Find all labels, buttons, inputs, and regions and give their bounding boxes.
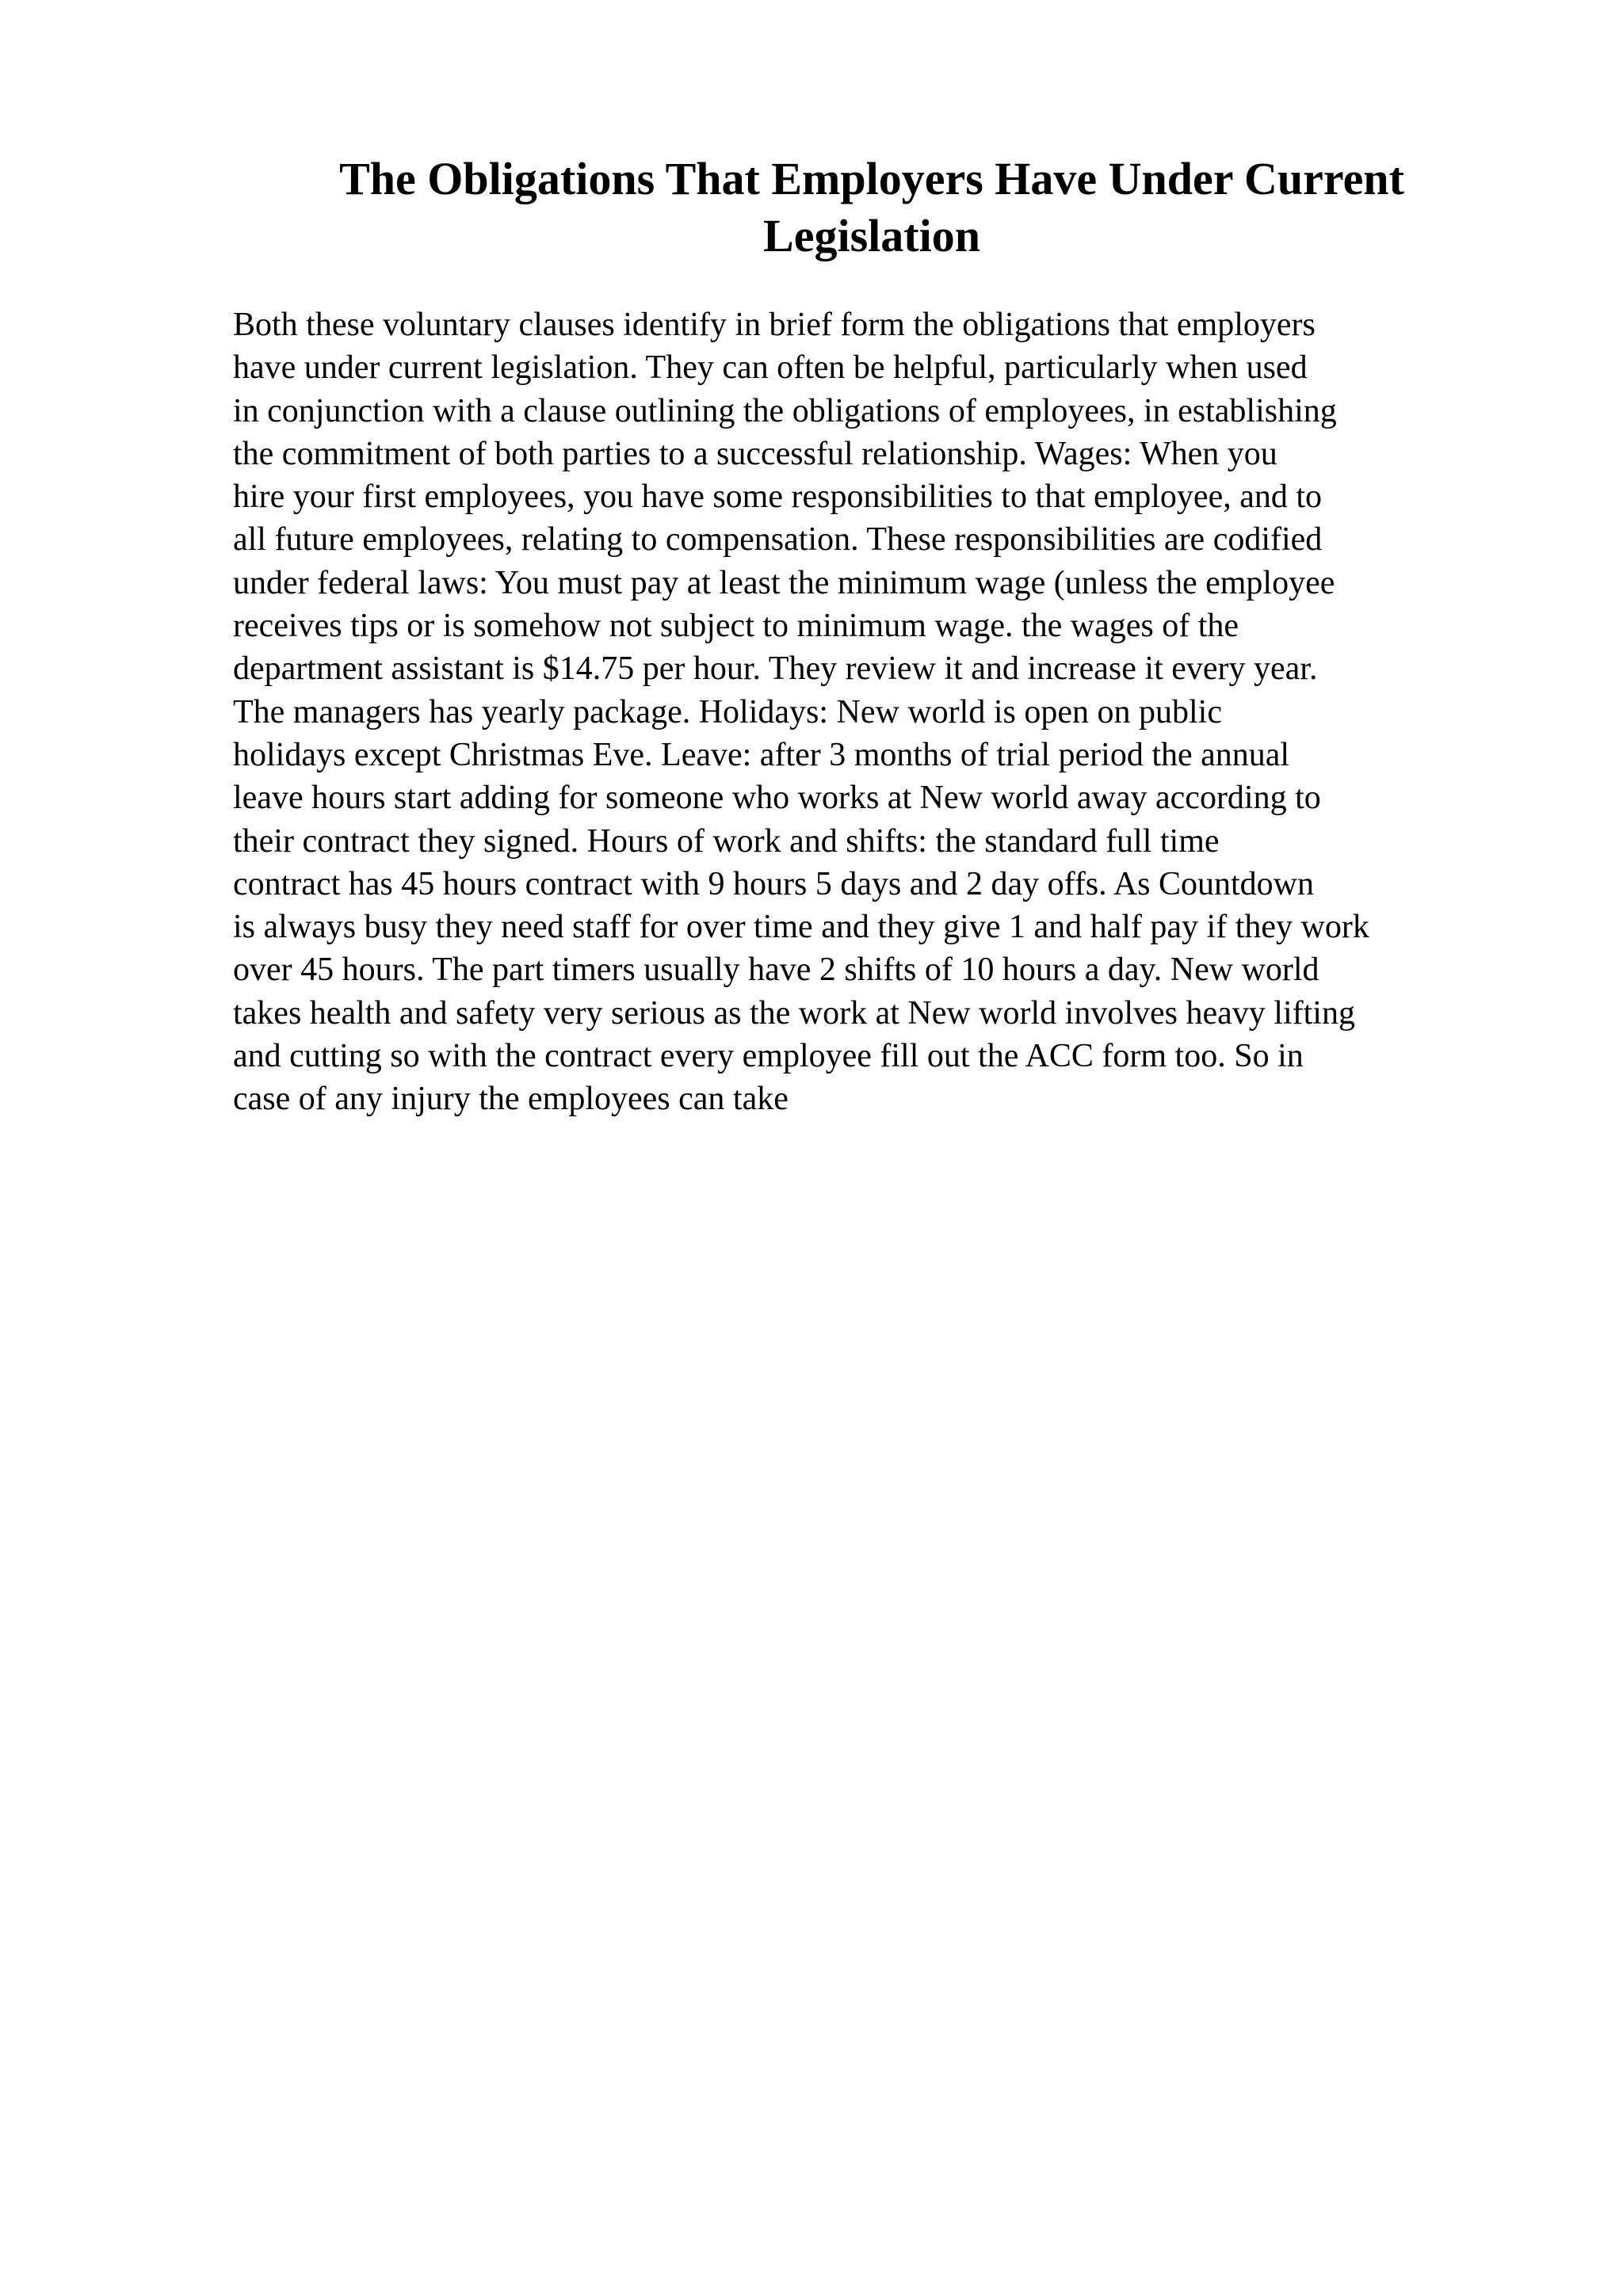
document-title-line: The Obligations That Employers Have Under Current xyxy=(339,153,1404,204)
document-title xyxy=(269,151,1474,265)
body-text-line: hire your first employees, you have some responsibilities to that employee, and to xyxy=(233,479,1323,516)
body-text-line: Both these voluntary clauses identify in brief form the obligations that employers xyxy=(233,307,1316,343)
document-body xyxy=(233,303,1596,1121)
body-text-line: The managers has yearly package. Holidays: New world is open on public xyxy=(233,693,1222,730)
body-text-line: under federal laws: You must pay at least the minimum wage (unless the employee xyxy=(233,564,1335,601)
body-text-line: contract has 45 hours contract with 9 hours 5 days and 2 day offs. As Countdown xyxy=(233,865,1315,902)
body-text-line: holidays except Christmas Eve. Leave: after 3 months of trial period the annual xyxy=(233,736,1290,773)
body-text-line: leave hours start adding for someone who works at New world away according to xyxy=(233,780,1321,817)
body-text-line: case of any injury the employees can take xyxy=(233,1081,789,1118)
document-title-line: Legislation xyxy=(763,210,980,261)
body-text-line: have under current legislation. They can often be helpful, particularly when used xyxy=(233,349,1308,387)
body-text-line: over 45 hours. The part timers usually have 2 shifts of 10 hours a day. New world xyxy=(233,952,1319,989)
body-text-line: their contract they signed. Hours of work and shifts: the standard full time xyxy=(233,822,1220,860)
body-text-line: in conjunction with a clause outlining the obligations of employees, in establishing xyxy=(233,392,1337,429)
body-text-line: department assistant is $14.75 per hour. They review it and increase it every year. xyxy=(233,650,1318,688)
body-text-line: the commitment of both parties to a successful relationship. Wages: When you xyxy=(233,435,1277,472)
body-text-line: is always busy they need staff for over time and they give 1 and half pay if they work xyxy=(233,909,1369,946)
body-text-line: receives tips or is somehow not subject to minimum wage. the wages of the xyxy=(233,608,1239,645)
body-text-line: and cutting so with the contract every employee fill out the ACC form too. So in xyxy=(233,1038,1304,1075)
body-text-line: all future employees, relating to compensation. These responsibilities are codified xyxy=(233,521,1323,559)
body-text-line: takes health and safety very serious as the work at New world involves heavy lifting xyxy=(233,994,1355,1032)
